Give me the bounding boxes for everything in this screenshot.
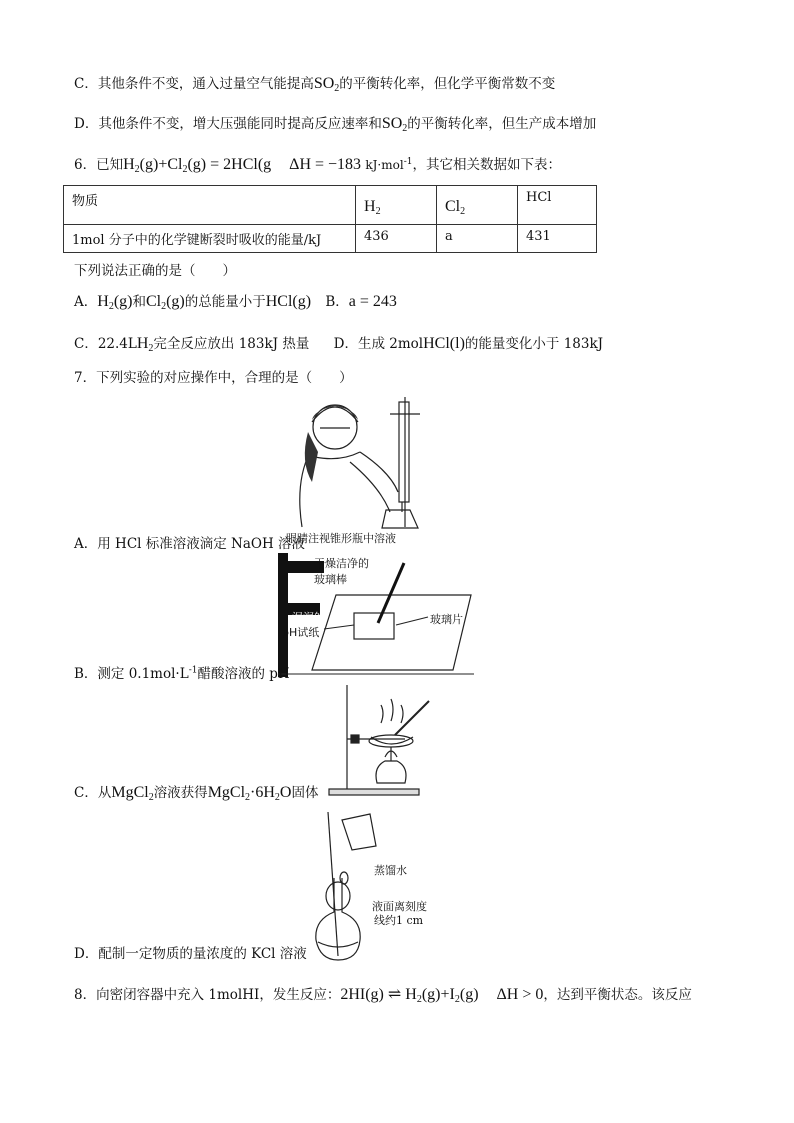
rod-label-2: 玻璃棒: [314, 573, 347, 586]
formula-so2: $SO_2$: [313, 75, 340, 94]
q7-option-b: B．测定 $0.1mol\cdot L^{-1}$醋酸溶液的 pH: [74, 665, 290, 682]
level-label-2: 线约1 cm: [374, 914, 424, 927]
q7-option-d: D．配制一定物质的量浓度的 KCl 溶液: [74, 946, 307, 962]
rod-label-1: 干燥洁净的: [314, 557, 369, 570]
q7-stem: 7．下列实验的对应操作中，合理的是（ ）: [74, 370, 353, 386]
evaporation-figure: [325, 683, 435, 798]
table-header-h2: $H_2$: [356, 186, 437, 225]
ph-figure: [278, 553, 478, 677]
q6-options-cd: C．$22.4LH_2$完全反应放出 183kJ 热量 D．生成 2molHCl(l)的能量变化小于 183kJ: [74, 335, 604, 354]
formula-so2: $SO_2$: [381, 115, 408, 134]
table-header-label: 物质: [64, 186, 356, 225]
q6-data-table: [63, 185, 597, 253]
paper-label-2: pH试纸: [282, 626, 320, 639]
q7-option-a: A．用 HCl 标准溶液滴定 NaOH 溶液: [74, 536, 306, 552]
delta-h: ΔH = −183: [289, 156, 362, 173]
water-label: 蒸馏水: [374, 864, 407, 877]
table-header-hcl: HCl: [518, 186, 597, 225]
flask-figure: [312, 808, 442, 963]
table-header-cl2: $Cl_2$: [437, 186, 518, 225]
prev-option-d: D．其他条件不变，增大压强能同时提高反应速率和$SO_2$的平衡转化率，但生产成本增加: [74, 115, 597, 134]
glass-label: 玻璃片: [430, 613, 463, 626]
prev-option-c: C．其他条件不变，通入过量空气能提高$SO_2$的平衡转化率，但化学平衡常数不变: [74, 75, 556, 94]
table-row: [64, 186, 597, 225]
q6-question: 下列说法正确的是（ ）: [74, 263, 236, 279]
q6-stem: 6．已知$H_2(g)+Cl_2(g) = 2HCl(g$ ΔH = −183 kJ·mol$^{-1}$，其它相关数据如下表：: [74, 156, 561, 175]
table-row: [64, 225, 597, 253]
table-cell-hcl: 431: [518, 225, 597, 253]
titration-figure: [290, 392, 430, 532]
q6-options-ab: A．$H_2(g)$和$Cl_2(g)$的总能量小于HCl(g) B．a = 243: [74, 293, 397, 312]
paper-label-1: 湿润的: [292, 611, 325, 624]
table-cell-cl2: a: [437, 225, 518, 253]
q8-stem: 8．向密闭容器中充入 1molHI，发生反应：2HI(g) ⇌ $H_2(g)+I_2(g) \Delta H > 0$，达到平衡状态。该反应: [74, 986, 692, 1005]
level-label-1: 液面离刻度: [372, 900, 427, 913]
q7-option-c: C．从MgCl$_2$溶液获得$MgCl_2\cdot 6H_2O$固体: [74, 784, 319, 803]
table-cell-h2: 436: [356, 225, 437, 253]
titration-caption: 眼睛注视锥形瓶中溶液: [286, 532, 396, 545]
table-row-label: 1mol 分子中的化学键断裂时吸收的能量/kJ: [64, 225, 356, 253]
